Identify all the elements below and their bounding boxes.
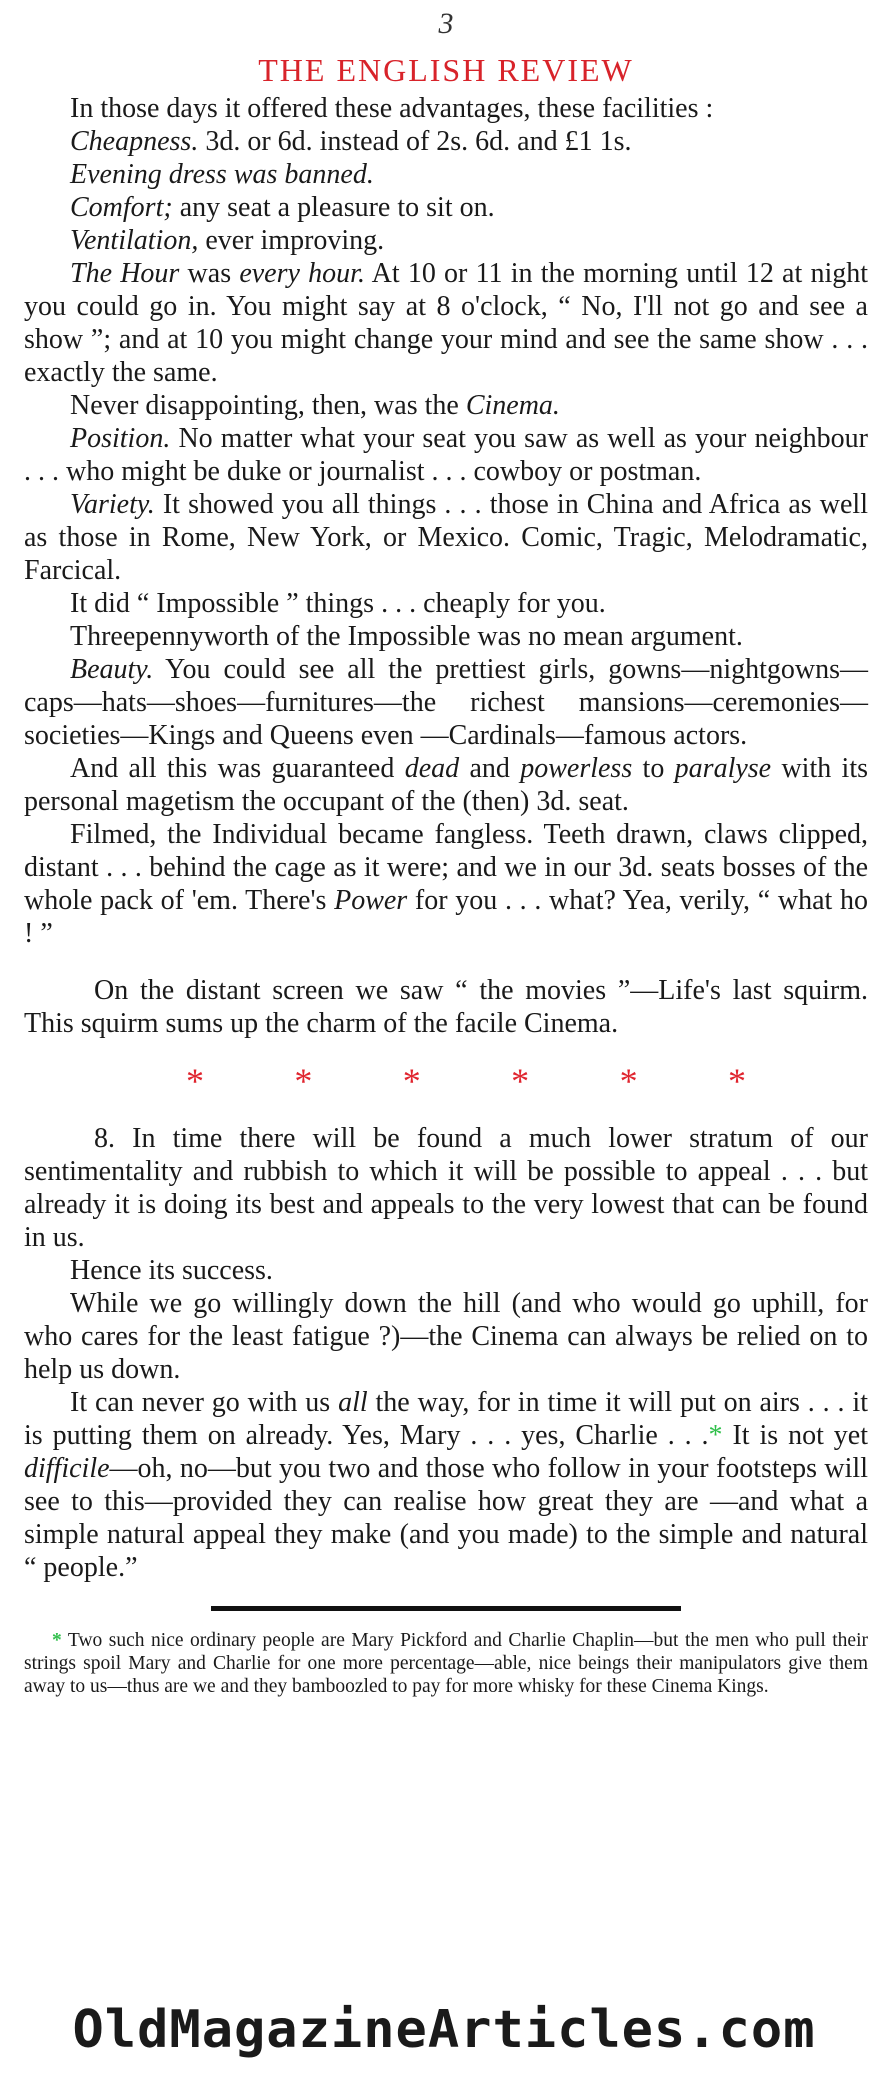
paragraph: Filmed, the Individual became fangless. Teeth drawn, claws clipped, distant . . . behind the cage as it were; and we in our 3d. seats bosses of the whole pack of 'em. There's Power for you . . . what? Yea, verily, “ what ho ! ” bbox=[24, 819, 869, 949]
footnote-text: Two such nice ordinary people are Mary Pickford and Charlie Chaplin—but the men who pull their strings spoil Mary and Charlie for one more percentage—able, nice beings their manipulators give them away to us—thus are we and they bamboozled to pay for more whisky for these Cinema Kings. bbox=[24, 1630, 868, 1697]
paragraph: While we go willingly down the hill (and who would go uphill, for who cares for the least fatigue ?)—the Cinema can always be relied on to help us down. bbox=[24, 1288, 868, 1385]
article-body bbox=[24, 92, 868, 1584]
page-number: 3 bbox=[438, 7, 454, 40]
paragraph: In those days it offered these advantages, these facilities : bbox=[70, 93, 714, 124]
paragraph: It did “ Impossible ” things . . . cheaply for you. bbox=[70, 588, 606, 619]
divider-star: * bbox=[619, 1061, 638, 1101]
section-divider-stars bbox=[186, 1061, 746, 1101]
divider-star: * bbox=[511, 1061, 530, 1101]
masthead-title: THE ENGLISH REVIEW bbox=[258, 52, 634, 88]
paragraph: Evening dress was banned. bbox=[70, 159, 374, 190]
footnote-reference-star: * bbox=[708, 1420, 723, 1451]
paragraph: It can never go with us all the way, for in time it will put on airs . . . it is putting them on already. Yes, Mary . . . yes, Charlie . . .* It is not yet difficile—oh, no—but you two and those who follow in your footsteps will see to this—provided they can realise how great they are —and what a simple natural appeal they make (and you made) to the simple and natural “ people.” bbox=[24, 1387, 868, 1583]
paragraph: Comfort; any seat a pleasure to sit on. bbox=[70, 192, 495, 223]
paragraph: 8. In time there will be found a much lower stratum of our sentimentality and rubbish to which it will be possible to appeal . . . but already it is doing its best and appeals to the very lowest that can be found in us. bbox=[24, 1123, 868, 1253]
paragraph: Variety. It showed you all things . . . those in China and Africa as well as those in Rome, New York, or Mexico. Comic, Tragic, Melodramatic, Farcical. bbox=[24, 489, 868, 586]
divider-star: * bbox=[186, 1061, 204, 1101]
divider-star: * bbox=[294, 1061, 313, 1101]
oldmagazinearticles-logo: OldMagazineArticles.com bbox=[72, 2000, 816, 2060]
footnote-star: * bbox=[52, 1630, 62, 1651]
paragraph: Ventilation, ever improving. bbox=[70, 225, 385, 256]
divider-star: * bbox=[402, 1061, 421, 1101]
paragraph: On the distant screen we saw “ the movies ”—Life's last squirm. This squirm sums up the charm of the facile Cinema. bbox=[24, 975, 868, 1039]
footnote bbox=[24, 1629, 868, 1698]
paragraph: Hence its success. bbox=[70, 1255, 273, 1286]
paragraph: The Hour was every hour. At 10 or 11 in the morning until 12 at night you could go in. You might say at 8 o'clock, “ No, I'll not go and see a show ”; and at 10 you might change your mind and see the same show . . . exactly the same. bbox=[24, 258, 869, 388]
paragraph: Position. No matter what your seat you saw as well as your neighbour . . . who might be duke or journalist . . . cowboy or postman. bbox=[24, 423, 868, 487]
paragraph: And all this was guaranteed dead and powerless to paralyse with its personal magetism the occupant of the (then) 3d. seat. bbox=[24, 753, 869, 817]
paragraph: Never disappointing, then, was the Cinema. bbox=[70, 390, 560, 421]
paragraph: Beauty. You could see all the prettiest girls, gowns—nightgowns—caps—hats—shoes—furnitures—the richest mansions—ceremonies—societies—Kings and Queens even —Cardinals—famous actors. bbox=[24, 654, 868, 751]
divider-star: * bbox=[727, 1061, 746, 1101]
paragraph: Threepennyworth of the Impossible was no mean argument. bbox=[70, 621, 743, 652]
footnote-rule bbox=[211, 1606, 681, 1611]
paragraph: Cheapness. 3d. or 6d. instead of 2s. 6d. and £1 1s. bbox=[70, 126, 632, 157]
